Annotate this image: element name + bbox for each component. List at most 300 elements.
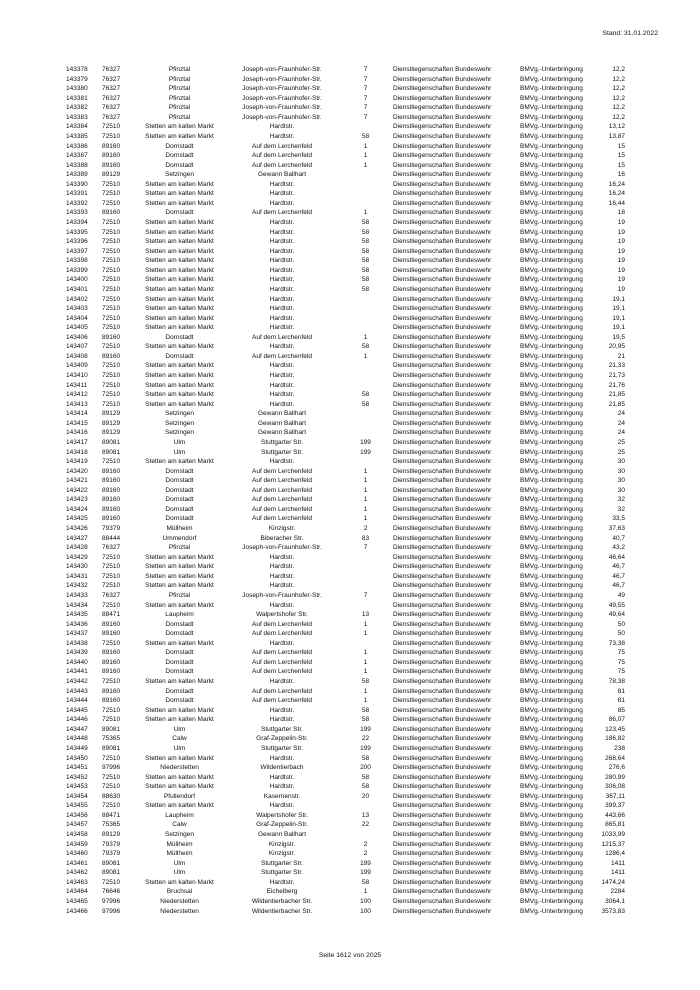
cell-strasse: Auf dem Lerchenfeld — [252, 477, 312, 485]
cell-flaeche: 19,5 — [612, 333, 625, 341]
table-row — [66, 754, 625, 764]
cell-ort: Stetten am kalten Markt — [145, 228, 214, 236]
cell-id: 143429 — [66, 553, 88, 561]
table-row — [66, 113, 625, 123]
cell-art: Dienstliegenschaften Bundeswehr — [393, 601, 492, 609]
cell-hausnummer — [338, 830, 393, 840]
cell-flaeche: 24 — [617, 429, 625, 437]
cell-ort: Pfinztal — [168, 94, 191, 102]
cell-flaeche: 24 — [617, 410, 625, 418]
cell-nutzung: BMVg.-Unterbringung — [520, 869, 583, 877]
cell-ort: Stetten am kalten Markt — [145, 295, 214, 303]
cell-flaeche: 1033,99 — [601, 831, 625, 838]
cell-hausnummer: 1 — [363, 697, 368, 705]
cell-strasse: Hardtstr. — [269, 639, 295, 647]
cell-hausnummer: 58 — [361, 783, 370, 791]
table-row — [66, 428, 625, 438]
cell-plz: 72510 — [102, 295, 121, 303]
cell-nutzung: BMVg.-Unterbringung — [520, 123, 583, 131]
cell-strasse: Auf dem Lerchenfeld — [252, 515, 312, 523]
cell-plz: 89160 — [102, 668, 121, 676]
cell-nutzung: BMVg.-Unterbringung — [520, 668, 583, 676]
table-row — [66, 142, 625, 152]
cell-art: Dienstliegenschaften Bundeswehr — [393, 515, 492, 523]
cell-hausnummer: 100 — [360, 907, 371, 915]
cell-plz: 72510 — [102, 553, 121, 561]
cell-flaeche: 19 — [617, 276, 625, 284]
cell-plz: 72510 — [102, 314, 121, 322]
cell-id: 143403 — [66, 305, 88, 313]
cell-plz: 72510 — [102, 706, 121, 714]
cell-hausnummer: 58 — [361, 247, 370, 255]
cell-strasse: Joseph-von-Fraunhofer-Str. — [242, 113, 322, 121]
cell-strasse: Hardtstr. — [269, 123, 295, 131]
cell-ort: Dornstadt — [165, 467, 194, 475]
cell-id: 143461 — [66, 859, 88, 867]
cell-plz: 89129 — [102, 831, 121, 838]
cell-art: Dienstliegenschaften Bundeswehr — [393, 410, 492, 418]
cell-plz: 72510 — [102, 190, 121, 198]
table-row — [66, 352, 625, 362]
table-row — [66, 323, 625, 333]
cell-strasse: Wildentierbacher Str. — [251, 907, 313, 915]
cell-id: 143400 — [66, 276, 88, 284]
cell-art: Dienstliegenschaften Bundeswehr — [393, 611, 492, 619]
cell-hausnummer — [338, 122, 393, 132]
table-row — [66, 208, 625, 218]
cell-art: Dienstliegenschaften Bundeswehr — [393, 658, 492, 666]
table-row — [66, 304, 625, 314]
cell-plz: 89081 — [102, 725, 121, 733]
cell-nutzung: BMVg.-Unterbringung — [520, 75, 583, 83]
cell-art: Dienstliegenschaften Bundeswehr — [393, 333, 492, 341]
cell-ort: Stetten am kalten Markt — [145, 285, 214, 293]
cell-plz: 72510 — [102, 276, 121, 284]
cell-art: Dienstliegenschaften Bundeswehr — [393, 467, 492, 475]
cell-flaeche: 12,2 — [612, 85, 625, 93]
cell-flaeche: 49,55 — [608, 601, 625, 609]
cell-nutzung: BMVg.-Unterbringung — [520, 266, 583, 274]
cell-strasse: Hardtstr. — [269, 132, 295, 140]
cell-hausnummer: 58 — [361, 266, 370, 274]
cell-ort: Setzingen — [165, 831, 194, 838]
table-row — [66, 247, 625, 257]
cell-nutzung: BMVg.-Unterbringung — [520, 553, 583, 561]
cell-flaeche: 12,2 — [612, 113, 625, 121]
table-row — [66, 792, 625, 802]
cell-nutzung: BMVg.-Unterbringung — [520, 285, 583, 293]
cell-strasse: Joseph-von-Fraunhofer-Str. — [242, 94, 322, 102]
cell-nutzung: BMVg.-Unterbringung — [520, 859, 583, 867]
cell-plz: 79379 — [102, 840, 121, 848]
cell-strasse: Eichelberg — [266, 888, 298, 896]
cell-id: 143455 — [66, 802, 88, 810]
cell-ort: Dornstadt — [165, 486, 194, 494]
cell-nutzung: BMVg.-Unterbringung — [520, 171, 583, 179]
cell-ort: Pfinztal — [168, 66, 191, 73]
cell-plz: 76327 — [102, 85, 121, 93]
cell-strasse: Auf dem Lerchenfeld — [252, 152, 312, 160]
cell-strasse: Hardtstr. — [269, 802, 295, 810]
cell-flaeche: 78,38 — [608, 678, 625, 685]
cell-flaeche: 21,73 — [608, 372, 625, 379]
cell-plz: 89160 — [102, 505, 121, 513]
cell-art: Dienstliegenschaften Bundeswehr — [393, 180, 492, 188]
cell-strasse: Hardtstr. — [269, 381, 295, 389]
cell-ort: Stetten am kalten Markt — [145, 372, 214, 379]
table-row — [66, 543, 625, 553]
cell-flaeche: 73,38 — [608, 639, 625, 647]
cell-art: Dienstliegenschaften Bundeswehr — [393, 735, 492, 743]
cell-hausnummer: 1 — [363, 333, 368, 341]
table-row — [66, 94, 625, 104]
cell-art: Dienstliegenschaften Bundeswehr — [393, 591, 492, 599]
table-row — [66, 486, 625, 496]
cell-plz: 72510 — [102, 582, 121, 590]
cell-flaeche: 75 — [617, 649, 625, 657]
table-row — [66, 448, 625, 458]
cell-nutzung: BMVg.-Unterbringung — [520, 897, 583, 905]
cell-art: Dienstliegenschaften Bundeswehr — [393, 429, 492, 437]
cell-nutzung: BMVg.-Unterbringung — [520, 132, 583, 140]
cell-nutzung: BMVg.-Unterbringung — [520, 773, 583, 781]
table-row — [66, 342, 625, 352]
cell-plz: 72510 — [102, 362, 121, 370]
cell-nutzung: BMVg.-Unterbringung — [520, 190, 583, 198]
cell-ort: Ulm — [173, 869, 186, 877]
cell-flaeche: 46,7 — [612, 572, 625, 580]
cell-id: 143409 — [66, 362, 88, 370]
cell-ort: Dornstadt — [165, 668, 194, 676]
cell-strasse: Graf-Zeppelin-Str. — [256, 735, 308, 743]
cell-plz: 72510 — [102, 180, 121, 188]
cell-strasse: Hardtstr. — [269, 180, 295, 188]
cell-plz: 89160 — [102, 697, 121, 705]
cell-strasse: Hardtstr. — [269, 391, 295, 399]
cell-hausnummer — [338, 314, 393, 324]
cell-hausnummer: 199 — [360, 725, 371, 733]
cell-id: 143438 — [66, 639, 88, 647]
cell-hausnummer: 2 — [363, 840, 368, 848]
cell-art: Dienstliegenschaften Bundeswehr — [393, 754, 492, 762]
cell-hausnummer: 58 — [361, 132, 370, 140]
cell-hausnummer — [338, 323, 393, 333]
table-row — [66, 601, 625, 611]
cell-art: Dienstliegenschaften Bundeswehr — [393, 448, 492, 456]
table-row — [66, 524, 625, 534]
cell-strasse: Hardtstr. — [269, 716, 295, 724]
cell-strasse: Hardtstr. — [269, 773, 295, 781]
table-row — [66, 438, 625, 448]
cell-strasse: Stuttgarter Str. — [261, 744, 303, 752]
cell-strasse: Auf dem Lerchenfeld — [252, 352, 312, 360]
cell-strasse: Auf dem Lerchenfeld — [252, 467, 312, 475]
cell-flaeche: 19 — [617, 219, 625, 226]
cell-nutzung: BMVg.-Unterbringung — [520, 238, 583, 246]
cell-nutzung: BMVg.-Unterbringung — [520, 658, 583, 666]
cell-nutzung: BMVg.-Unterbringung — [520, 305, 583, 313]
cell-id: 143386 — [66, 142, 88, 150]
cell-nutzung: BMVg.-Unterbringung — [520, 142, 583, 150]
cell-flaeche: 81 — [617, 697, 625, 705]
cell-plz: 75365 — [102, 735, 121, 743]
cell-strasse: Auf dem Lerchenfeld — [252, 333, 312, 341]
cell-plz: 89160 — [102, 687, 121, 695]
table-row — [66, 285, 625, 295]
cell-ort: Dornstadt — [165, 687, 194, 695]
cell-id: 143463 — [66, 878, 88, 886]
cell-strasse: Hardtstr. — [269, 878, 295, 886]
cell-strasse: Auf dem Lerchenfeld — [252, 668, 312, 676]
table-row — [66, 859, 625, 869]
cell-ort: Dornstadt — [165, 477, 194, 485]
cell-strasse: Hardtstr. — [269, 199, 295, 207]
cell-plz: 89160 — [102, 486, 121, 494]
cell-ort: Dornstadt — [165, 697, 194, 705]
cell-flaeche: 12,2 — [612, 66, 625, 73]
cell-strasse: Wildentierbacher Str. — [251, 897, 313, 905]
cell-art: Dienstliegenschaften Bundeswehr — [393, 534, 492, 542]
cell-plz: 89160 — [102, 620, 121, 628]
cell-strasse: Auf dem Lerchenfeld — [252, 486, 312, 494]
cell-plz: 76327 — [102, 591, 121, 599]
cell-strasse: Hardtstr. — [269, 601, 295, 609]
cell-flaeche: 19,1 — [612, 305, 625, 313]
cell-nutzung: BMVg.-Unterbringung — [520, 811, 583, 819]
cell-hausnummer — [338, 572, 393, 582]
cell-strasse: Stuttgarter Str. — [261, 448, 303, 456]
cell-art: Dienstliegenschaften Bundeswehr — [393, 764, 492, 772]
cell-id: 143439 — [66, 649, 88, 657]
cell-art: Dienstliegenschaften Bundeswehr — [393, 132, 492, 140]
cell-art: Dienstliegenschaften Bundeswehr — [393, 649, 492, 657]
table-row — [66, 409, 625, 419]
cell-flaeche: 19 — [617, 266, 625, 274]
cell-ort: Dornstadt — [165, 333, 194, 341]
cell-plz: 72510 — [102, 123, 121, 131]
cell-art: Dienstliegenschaften Bundeswehr — [393, 372, 492, 379]
table-row — [66, 122, 625, 132]
cell-flaeche: 2284 — [610, 888, 625, 896]
cell-plz: 89160 — [102, 142, 121, 150]
cell-nutzung: BMVg.-Unterbringung — [520, 716, 583, 724]
cell-art: Dienstliegenschaften Bundeswehr — [393, 639, 492, 647]
cell-nutzung: BMVg.-Unterbringung — [520, 630, 583, 638]
cell-id: 143384 — [66, 123, 88, 131]
cell-ort: Stetten am kalten Markt — [145, 400, 214, 408]
cell-art: Dienstliegenschaften Bundeswehr — [393, 496, 492, 504]
cell-art: Dienstliegenschaften Bundeswehr — [393, 525, 492, 532]
cell-nutzung: BMVg.-Unterbringung — [520, 419, 583, 427]
cell-nutzung: BMVg.-Unterbringung — [520, 687, 583, 695]
table-row — [66, 371, 625, 381]
cell-art: Dienstliegenschaften Bundeswehr — [393, 668, 492, 676]
cell-strasse: Kinzigstr. — [268, 525, 296, 532]
cell-flaeche: 12,2 — [612, 75, 625, 83]
cell-ort: Stetten am kalten Markt — [145, 706, 214, 714]
cell-id: 143410 — [66, 372, 88, 379]
cell-hausnummer: 58 — [361, 285, 370, 293]
cell-plz: 89160 — [102, 630, 121, 638]
table-row — [66, 696, 625, 706]
cell-hausnummer — [338, 801, 393, 811]
cell-art: Dienstliegenschaften Bundeswehr — [393, 113, 492, 121]
table-row — [66, 295, 625, 305]
cell-plz: 72510 — [102, 458, 121, 466]
cell-art: Dienstliegenschaften Bundeswehr — [393, 438, 492, 446]
cell-flaeche: 12,2 — [612, 104, 625, 112]
cell-strasse: Hardtstr. — [269, 295, 295, 303]
cell-id: 143379 — [66, 75, 88, 83]
cell-id: 143432 — [66, 582, 88, 590]
cell-art: Dienstliegenschaften Bundeswehr — [393, 142, 492, 150]
cell-hausnummer: 58 — [361, 257, 370, 265]
cell-hausnummer: 7 — [363, 591, 368, 599]
cell-id: 143450 — [66, 754, 88, 762]
cell-strasse: Joseph-von-Fraunhofer-Str. — [242, 591, 322, 599]
cell-nutzung: BMVg.-Unterbringung — [520, 783, 583, 791]
cell-plz: 89129 — [102, 171, 121, 179]
cell-ort: Stetten am kalten Markt — [145, 266, 214, 274]
cell-id: 143426 — [66, 525, 88, 532]
table-row — [66, 199, 625, 209]
cell-art: Dienstliegenschaften Bundeswehr — [393, 228, 492, 236]
cell-plz: 88630 — [102, 792, 121, 800]
cell-plz: 72510 — [102, 400, 121, 408]
cell-ort: Niederstetten — [160, 764, 199, 772]
cell-flaeche: 49,64 — [608, 611, 625, 619]
cell-art: Dienstliegenschaften Bundeswehr — [393, 553, 492, 561]
cell-ort: Müllheim — [166, 850, 193, 858]
cell-plz: 72510 — [102, 372, 121, 379]
cell-strasse: Hardtstr. — [269, 572, 295, 580]
cell-plz: 89160 — [102, 352, 121, 360]
cell-id: 143421 — [66, 477, 88, 485]
cell-ort: Stetten am kalten Markt — [145, 716, 214, 724]
cell-flaeche: 1215,37 — [601, 840, 625, 848]
table-row — [66, 314, 625, 324]
cell-ort: Pfinztal — [168, 75, 191, 83]
cell-nutzung: BMVg.-Unterbringung — [520, 66, 583, 73]
cell-hausnummer: 1 — [363, 620, 368, 628]
cell-plz: 72510 — [102, 247, 121, 255]
cell-hausnummer — [338, 562, 393, 572]
cell-art: Dienstliegenschaften Bundeswehr — [393, 458, 492, 466]
cell-ort: Ummendorf — [162, 534, 197, 542]
cell-flaeche: 46,64 — [608, 553, 625, 561]
cell-id: 143381 — [66, 94, 88, 102]
cell-art: Dienstliegenschaften Bundeswehr — [393, 238, 492, 246]
cell-flaeche: 15 — [617, 142, 625, 150]
cell-art: Dienstliegenschaften Bundeswehr — [393, 75, 492, 83]
cell-hausnummer — [338, 189, 393, 199]
cell-strasse: Stuttgarter Str. — [261, 438, 303, 446]
cell-nutzung: BMVg.-Unterbringung — [520, 391, 583, 399]
cell-id: 143423 — [66, 496, 88, 504]
cell-hausnummer: 199 — [360, 438, 371, 446]
cell-flaeche: 15 — [617, 161, 625, 169]
cell-flaeche: 3064,1 — [605, 897, 625, 905]
cell-flaeche: 16,24 — [608, 180, 625, 188]
cell-id: 143458 — [66, 831, 88, 838]
table-row — [66, 782, 625, 792]
cell-nutzung: BMVg.-Unterbringung — [520, 754, 583, 762]
cell-ort: Laupheim — [165, 611, 194, 619]
cell-plz: 88444 — [102, 534, 121, 542]
table-row — [66, 75, 625, 85]
cell-id: 143449 — [66, 744, 88, 752]
cell-id: 143382 — [66, 104, 88, 112]
table-row — [66, 457, 625, 467]
cell-hausnummer: 7 — [363, 85, 368, 93]
table-row — [66, 180, 625, 190]
cell-id: 143394 — [66, 219, 88, 226]
cell-strasse: Auf dem Lerchenfeld — [252, 687, 312, 695]
table-row — [66, 725, 625, 735]
cell-ort: Niederstetten — [160, 897, 199, 905]
cell-ort: Pfinztal — [168, 85, 191, 93]
cell-strasse: Stuttgarter Str. — [261, 725, 303, 733]
cell-ort: Laupheim — [165, 811, 194, 819]
cell-ort: Dornstadt — [165, 209, 194, 217]
cell-nutzung: BMVg.-Unterbringung — [520, 544, 583, 552]
cell-strasse: Hardtstr. — [269, 754, 295, 762]
cell-nutzung: BMVg.-Unterbringung — [520, 429, 583, 437]
cell-nutzung: BMVg.-Unterbringung — [520, 678, 583, 685]
cell-art: Dienstliegenschaften Bundeswehr — [393, 563, 492, 571]
cell-hausnummer: 58 — [361, 343, 370, 351]
cell-plz: 89081 — [102, 859, 121, 867]
cell-ort: Setzingen — [165, 429, 194, 437]
cell-flaeche: 16,24 — [608, 190, 625, 198]
table-row — [66, 572, 625, 582]
cell-strasse: Hardtstr. — [269, 343, 295, 351]
cell-hausnummer — [338, 361, 393, 371]
cell-flaeche: 46,7 — [612, 563, 625, 571]
cell-flaeche: 75 — [617, 668, 625, 676]
cell-id: 143462 — [66, 869, 88, 877]
cell-hausnummer: 1 — [363, 477, 368, 485]
cell-art: Dienstliegenschaften Bundeswehr — [393, 199, 492, 207]
cell-art: Dienstliegenschaften Bundeswehr — [393, 171, 492, 179]
table-row — [66, 744, 625, 754]
cell-nutzung: BMVg.-Unterbringung — [520, 333, 583, 341]
cell-ort: Dornstadt — [165, 515, 194, 523]
cell-id: 143444 — [66, 697, 88, 705]
cell-flaeche: 399,37 — [605, 802, 625, 810]
cell-nutzung: BMVg.-Unterbringung — [520, 180, 583, 188]
cell-plz: 89160 — [102, 467, 121, 475]
cell-ort: Stetten am kalten Markt — [145, 247, 214, 255]
table-row — [66, 467, 625, 477]
cell-plz: 89160 — [102, 477, 121, 485]
cell-art: Dienstliegenschaften Bundeswehr — [393, 840, 492, 848]
cell-id: 143451 — [66, 764, 88, 772]
cell-art: Dienstliegenschaften Bundeswehr — [393, 247, 492, 255]
cell-ort: Stetten am kalten Markt — [145, 190, 214, 198]
cell-flaeche: 25 — [617, 438, 625, 446]
cell-strasse: Hardtstr. — [269, 247, 295, 255]
cell-nutzung: BMVg.-Unterbringung — [520, 534, 583, 542]
cell-id: 143453 — [66, 783, 88, 791]
cell-art: Dienstliegenschaften Bundeswehr — [393, 66, 492, 73]
cell-ort: Dornstadt — [165, 505, 194, 513]
cell-ort: Stetten am kalten Markt — [145, 238, 214, 246]
table-row — [66, 677, 625, 687]
cell-flaeche: 367,11 — [605, 792, 625, 800]
cell-flaeche: 25 — [617, 448, 625, 456]
cell-art: Dienstliegenschaften Bundeswehr — [393, 572, 492, 580]
